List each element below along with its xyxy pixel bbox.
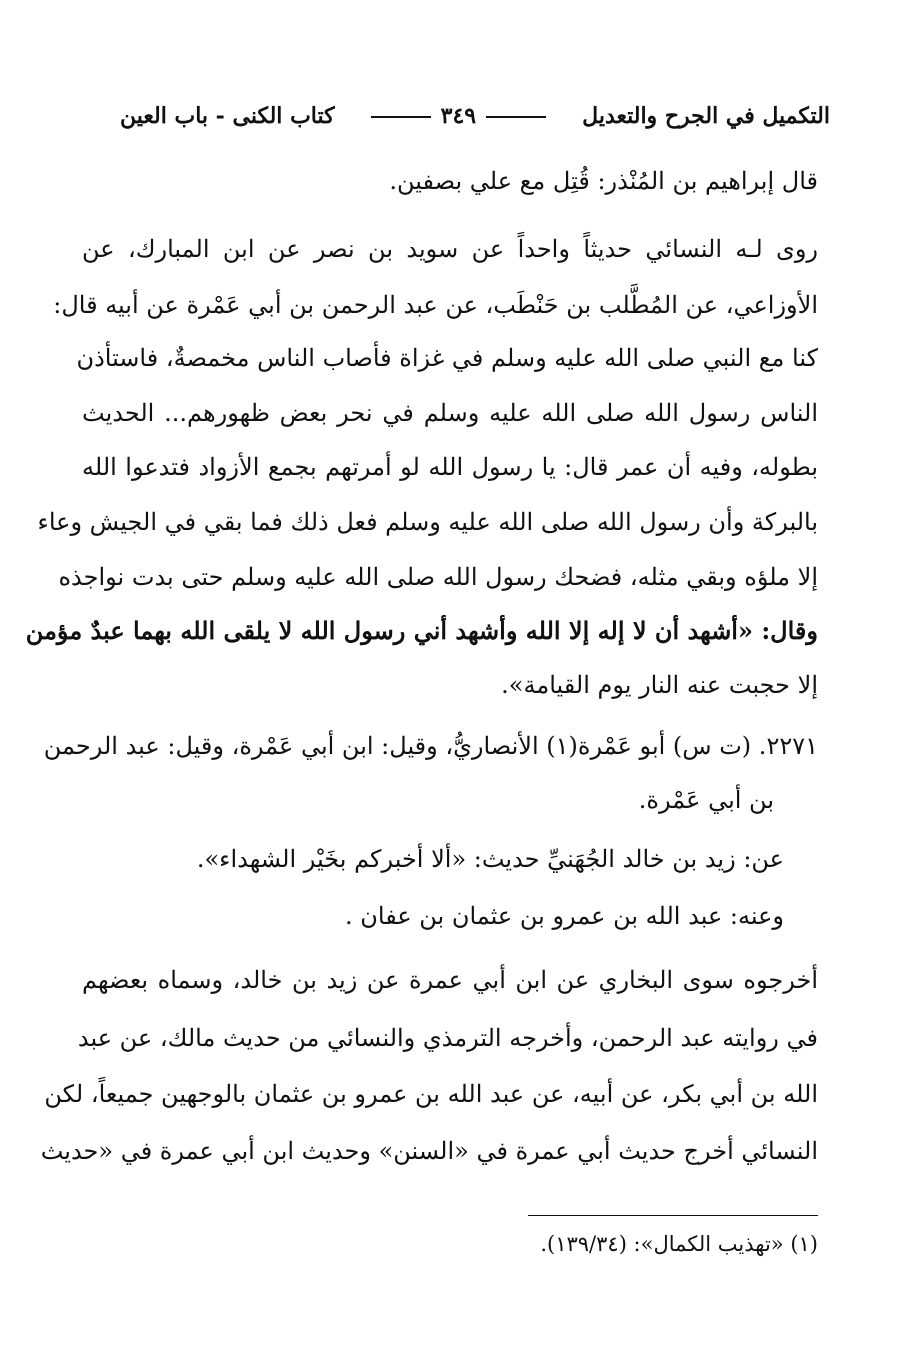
text-line: كنا مع النبي صلى الله عليه وسلم في غزاة فأصاب الناس مخمصةٌ، فاستأذن xyxy=(76,344,818,372)
text-line: قال إبراهيم بن المُنْذر: قُتِل مع علي بصفين. xyxy=(389,167,818,195)
header-dash-right xyxy=(486,116,546,118)
text-line: عن: زيد بن خالد الجُهَنيِّ حديث: «ألا أخبركم بخَيْر الشهداء». xyxy=(196,845,784,873)
text-line: روى لـه النسائي حديثاً واحداً عن سويد بن نصر عن ابن المبارك، عن xyxy=(82,235,818,263)
text-line: بطوله، وفيه أن عمر قال: يا رسول الله لو أمرتهم بجمع الأزواد فتدعوا الله xyxy=(82,453,818,481)
text-line: الأوزاعي، عن المُطَّلب بن حَنْطَب، عن عبد الرحمن بن أبي عَمْرة عن أبيه قال: xyxy=(53,291,818,319)
text-line: ٢٢٧١. (ت س) أبو عَمْرة(١) الأنصاريُّ، وقيل: ابن أبي عَمْرة، وقيل: عبد الرحمن xyxy=(43,732,818,760)
header-section-title: كتاب الكنى - باب العين xyxy=(120,103,335,129)
footnote-separator xyxy=(528,1215,818,1216)
text-line: إلا ملؤه وبقي مثله، فضحك رسول الله صلى الله عليه وسلم حتى بدت نواجذه xyxy=(58,563,818,591)
footnote: (١) «تهذيب الكمال»: (١٣٩/٣٤). xyxy=(540,1232,818,1256)
text-line: بن أبي عَمْرة. xyxy=(638,786,774,814)
text-line: أخرجوه سوى البخاري عن ابن أبي عمرة عن زيد بن خالد، وسماه بعضهم xyxy=(82,966,818,994)
text-line: النسائي أخرج حديث أبي عمرة في «السنن» وحديث ابن أبي عمرة في «حديث xyxy=(40,1137,818,1165)
text-line: في روايته عبد الرحمن، وأخرجه الترمذي والنسائي من حديث مالك، عن عبد xyxy=(77,1024,818,1052)
running-header xyxy=(120,96,830,136)
text-line: وعنه: عبد الله بن عمرو بن عثمان بن عفان . xyxy=(345,902,784,930)
text-line: بالبركة وأن رسول الله صلى الله عليه وسلم فعل ذلك فما بقي في الجيش وعاء xyxy=(37,508,818,536)
header-dash-left xyxy=(371,116,431,118)
text-line: الله بن أبي بكر، عن أبيه، عن عبد الله بن عمرو بن عثمان بالوجهين جميعاً، لكن xyxy=(44,1080,818,1108)
page-number: ٣٤٩ xyxy=(440,103,477,129)
header-book-title: التكميل في الجرح والتعديل xyxy=(582,103,830,129)
header-page-number xyxy=(361,103,556,129)
text-line: إلا حجبت عنه النار يوم القيامة». xyxy=(501,671,818,699)
text-line: وقال: «أشهد أن لا إله إلا الله وأشهد أني رسول الله لا يلقى الله بهما عبدٌ مؤمن xyxy=(25,616,818,645)
text-line: الناس رسول الله صلى الله عليه وسلم في نحر بعض ظهورهم... الحديث xyxy=(82,399,818,427)
